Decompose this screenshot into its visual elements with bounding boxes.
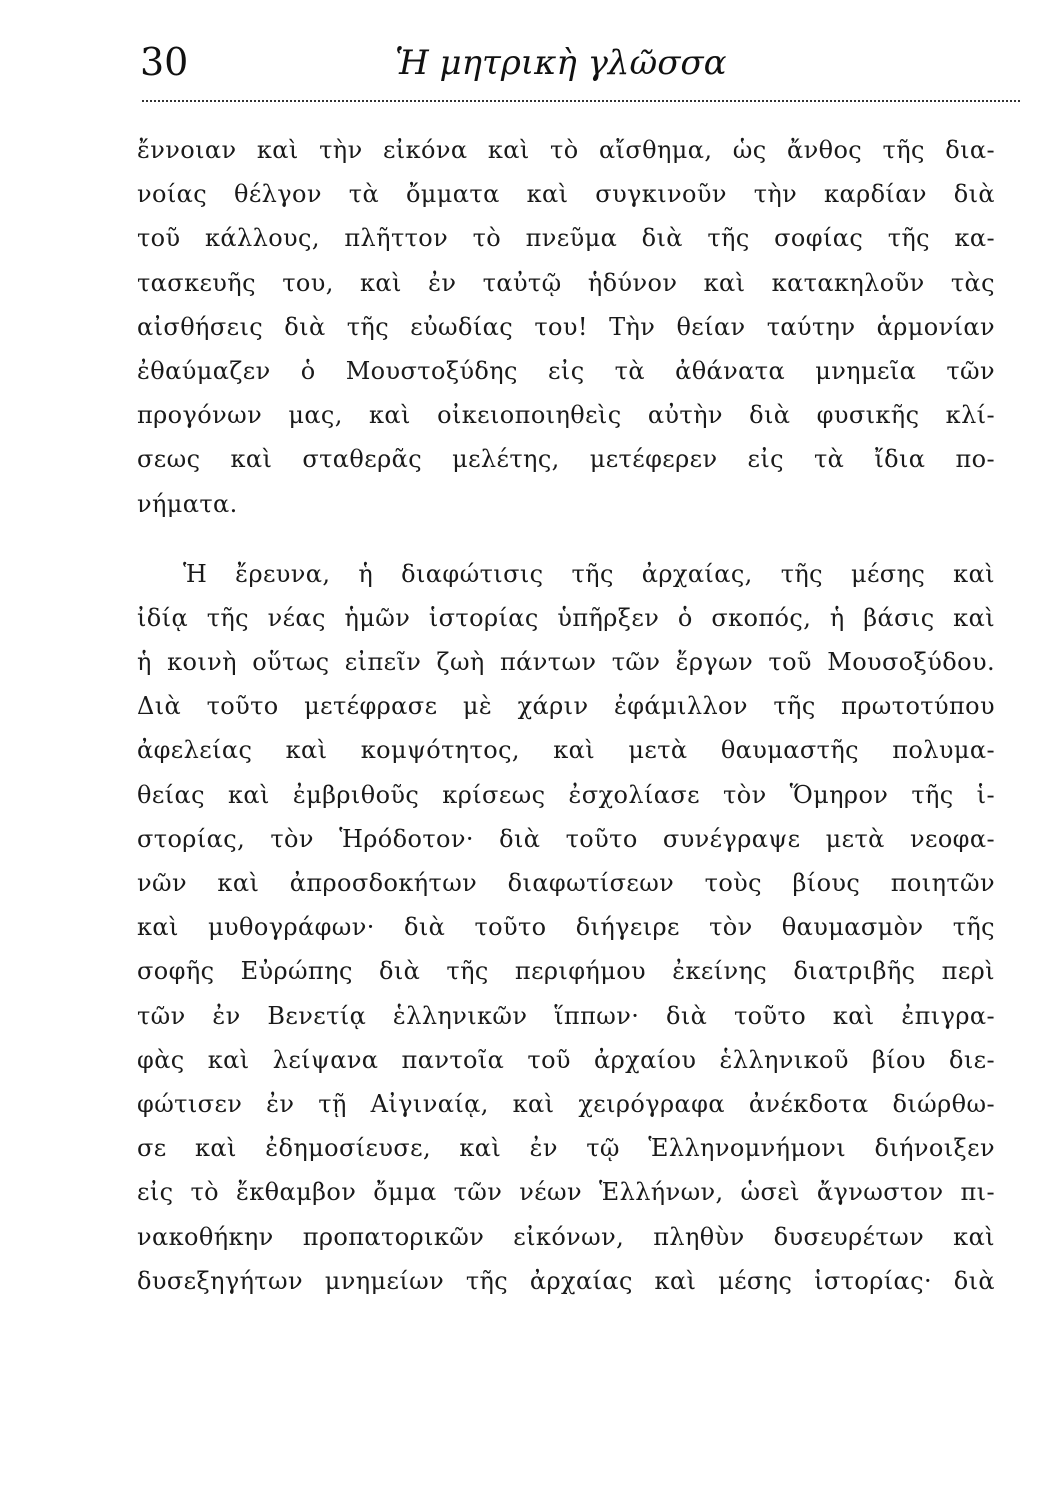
page-header: [140, 38, 1020, 98]
text-line: σοφῆς Εὐρώπης διὰ τῆς περιφήμου ἐκείνης διατριβῆς περὶ: [137, 957, 995, 986]
text-line: ἰδίᾳ τῆς νέας ἡμῶν ἱστορίας ὑπῆρξεν ὁ σκοπός, ἡ βάσις καὶ: [137, 603, 995, 632]
paragraph-spacer: [137, 526, 995, 552]
text-line: νοίας θέλγον τὰ ὄμματα καὶ συγκινοῦν τὴν καρδίαν διὰ: [137, 180, 995, 209]
header-divider: [142, 100, 1020, 102]
text-line: σε καὶ ἐδημοσίευσε, καὶ ἐν τῷ Ἑλληνομνήμονι διήνοιξεν: [137, 1134, 995, 1163]
text-line: προγόνων μας, καὶ οἰκειοποιηθεὶς αὐτὴν διὰ φυσικῆς κλί-: [137, 401, 995, 430]
running-title: Ἡ μητρικὴ γλῶσσα: [395, 43, 727, 83]
text-line: τοῦ κάλλους, πλῆττον τὸ πνεῦμα διὰ τῆς σοφίας τῆς κα-: [137, 224, 995, 253]
text-line: ἔννοιαν καὶ τὴν εἰκόνα καὶ τὸ αἴσθημα, ὡς ἄνθος τῆς δια-: [137, 136, 995, 164]
text-line: δυσεξηγήτων μνημείων τῆς ἀρχαίας καὶ μέσης ἱστορίας· διὰ: [137, 1266, 995, 1295]
body-text: [137, 128, 995, 1303]
text-line: σεως καὶ σταθερᾶς μελέτης, μετέφερεν εἰς τὰ ἴδια πο-: [137, 445, 995, 474]
text-line: θείας καὶ ἐμβριθοῦς κρίσεως ἐσχολίασε τὸν Ὅμηρον τῆς ἱ-: [137, 780, 995, 809]
text-line: νήματα.: [137, 489, 238, 518]
text-line: εἰς τὸ ἔκθαμβον ὄμμα τῶν νέων Ἑλλήνων, ὡσεὶ ἄγνωστον πι-: [137, 1178, 995, 1207]
text-line: αἰσθήσεις διὰ τῆς εὐωδίας του! Τὴν θείαν ταύτην ἁρμονίαν: [137, 312, 995, 341]
text-line: ἀφελείας καὶ κομψότητος, καὶ μετὰ θαυμαστῆς πολυμα-: [137, 736, 995, 765]
text-line: τασκευῆς του, καὶ ἐν ταὐτῷ ἡδύνον καὶ κατακηλοῦν τὰς: [137, 268, 995, 297]
paragraph-2: [137, 552, 995, 1303]
text-line: φὰς καὶ λείψανα παντοῖα τοῦ ἀρχαίου ἑλληνικοῦ βίου διε-: [137, 1045, 995, 1074]
text-line: στορίας, τὸν Ἡρόδοτον· διὰ τοῦτο συνέγραψε μετὰ νεοφα-: [137, 824, 995, 853]
text-line: Διὰ τοῦτο μετέφρασε μὲ χάριν ἐφάμιλλον τῆς πρωτοτύπου: [137, 692, 995, 721]
text-line: καὶ μυθογράφων· διὰ τοῦτο διήγειρε τὸν θαυμασμὸν τῆς: [137, 913, 995, 942]
text-line: ἡ κοινὴ οὕτως εἰπεῖν ζωὴ πάντων τῶν ἔργων τοῦ Μουσοξύδου.: [137, 648, 995, 677]
page-number: 30: [140, 40, 189, 84]
text-line: νακοθήκην προπατορικῶν εἰκόνων, πληθὺν δυσευρέτων καὶ: [137, 1222, 995, 1251]
paragraph-1: [137, 128, 995, 526]
text-line: νῶν καὶ ἀπροσδοκήτων διαφωτίσεων τοὺς βίους ποιητῶν: [137, 869, 995, 897]
text-line: Ἡ ἔρευνα, ἡ διαφώτισις τῆς ἀρχαίας, τῆς μέσης καὶ: [183, 559, 995, 588]
text-line: φώτισεν ἐν τῇ Αἰγιναίᾳ, καὶ χειρόγραφα ἀνέκδοτα διώρθω-: [137, 1089, 995, 1118]
text-line: τῶν ἐν Βενετίᾳ ἑλληνικῶν ἵππων· διὰ τοῦτο καὶ ἐπιγρα-: [137, 1001, 995, 1030]
text-line: ἐθαύμαζεν ὁ Μουστοξύδης εἰς τὰ ἀθάνατα μνημεῖα τῶν: [137, 356, 995, 385]
